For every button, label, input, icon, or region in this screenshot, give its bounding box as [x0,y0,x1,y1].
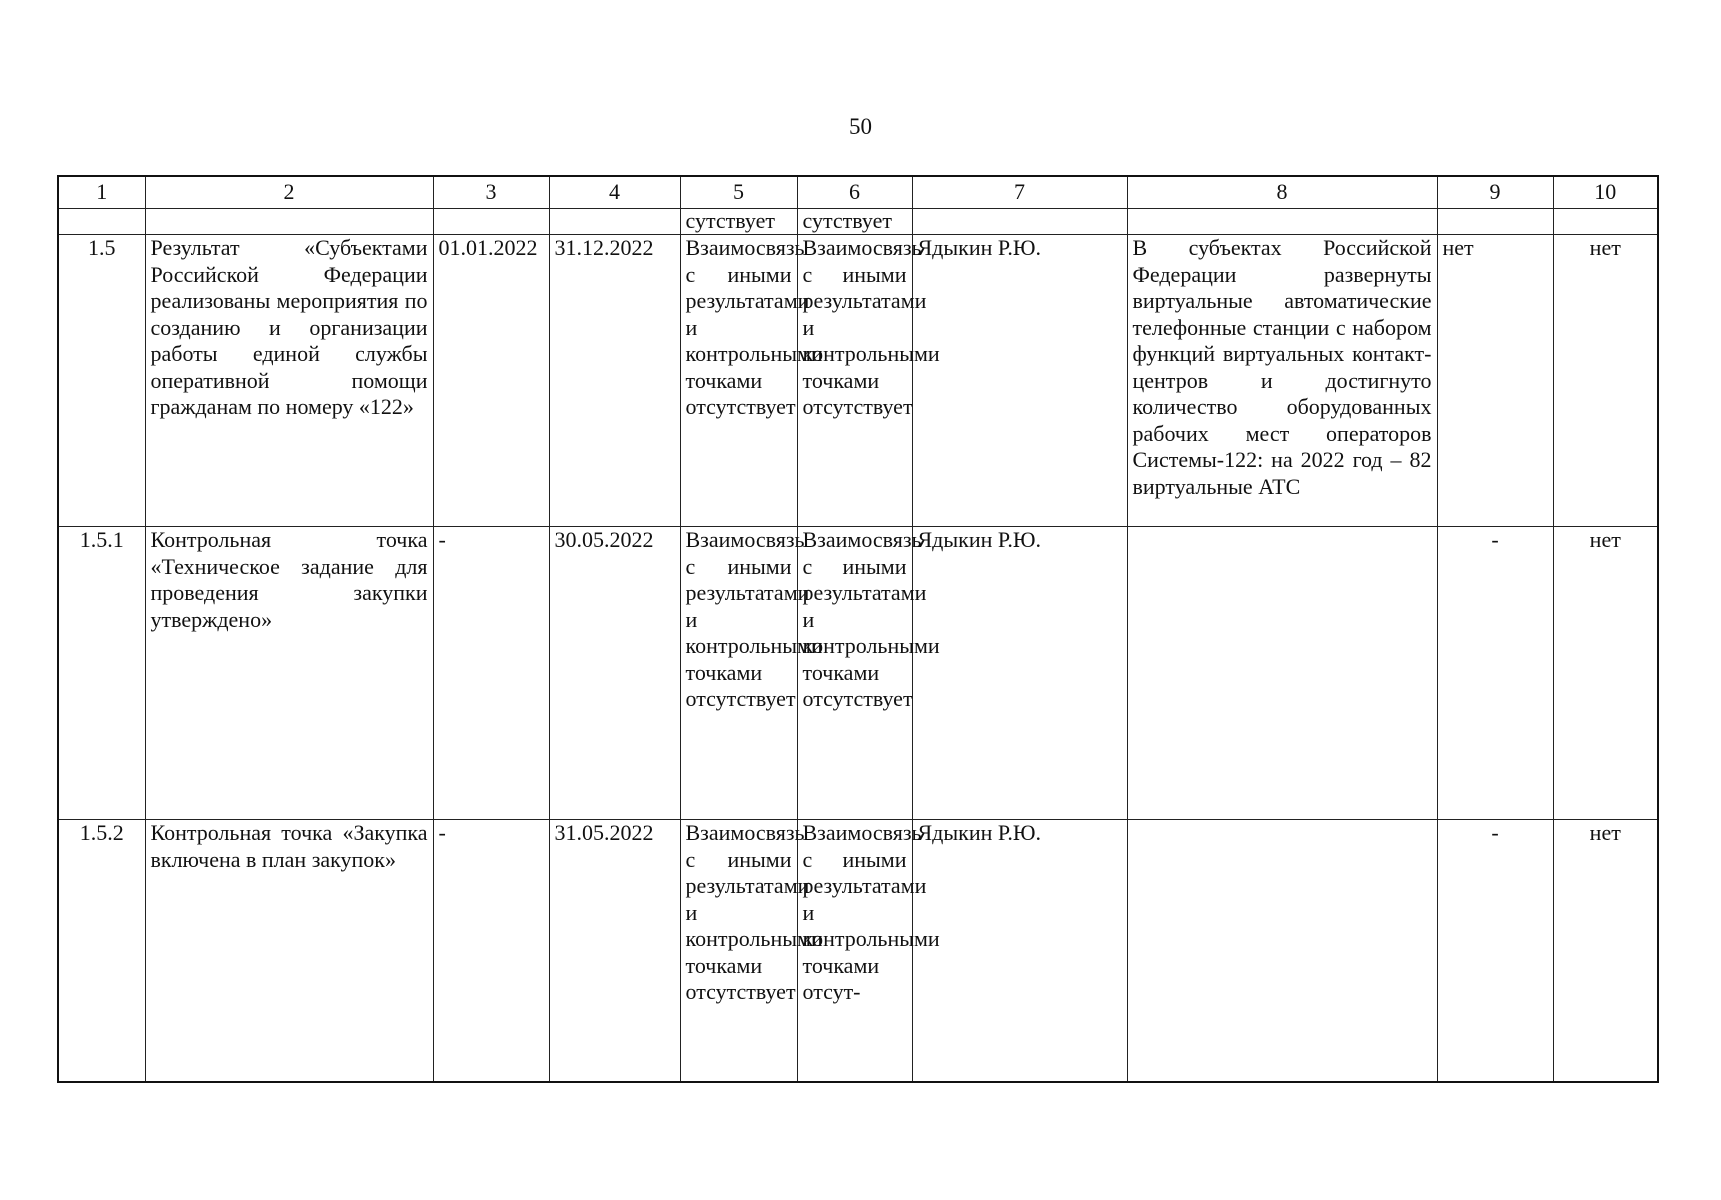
table-row [58,527,1658,820]
row-link-prev: Взаимосвязь с иными результатами и контрольными точками отсутствует [680,820,797,1083]
row-number: 1.5.1 [58,527,145,820]
data-table [57,175,1659,1083]
row-description: В субъектах Российской Федерации развернуты виртуальные автоматические телефонные станции с набором функций виртуальных контакт-центров и достигнуто количество оборудованных рабочих мест операторов Системы-122: на 2022 год – 82 виртуальные АТС [1127,235,1437,527]
row-name: Контрольная точка «Закупка включена в план закупок» [145,820,433,1083]
row-col10: нет [1553,527,1658,820]
row-link-next: Взаимосвязь с иными результатами и контрольными точками отсут- [797,820,912,1083]
row-responsible: Ядыкин Р.Ю. [912,820,1127,1083]
row-col9: - [1437,527,1553,820]
row-col9: нет [1437,235,1553,527]
column-header: 10 [1553,176,1658,209]
row-responsible: Ядыкин Р.Ю. [912,235,1127,527]
row-col10: нет [1553,820,1658,1083]
row-name: Результат «Субъектами Российской Федерации реализованы мероприятия по созданию и организации работы единой службы оперативной помощи гражданам по номеру «122» [145,235,433,527]
row-link-next: Взаимосвязь с иными результатами и контрольными точками отсутствует [797,235,912,527]
row-number: 1.5 [58,235,145,527]
row-col9: - [1437,820,1553,1083]
column-header: 2 [145,176,433,209]
row-col10: нет [1553,235,1658,527]
table-row [58,235,1658,527]
row-end-date: 31.12.2022 [549,235,680,527]
row-link-prev: Взаимосвязь с иными результатами и контрольными точками отсутствует [680,527,797,820]
row-link-prev: Взаимосвязь с иными результатами и контрольными точками отсутствует [680,235,797,527]
column-header: 9 [1437,176,1553,209]
table-row [58,820,1658,1083]
page-number: 50 [849,114,872,139]
column-header: 5 [680,176,797,209]
column-header: 7 [912,176,1127,209]
row-start-date: - [433,820,549,1083]
row-responsible: Ядыкин Р.Ю. [912,527,1127,820]
row-end-date: 31.05.2022 [549,820,680,1083]
column-header: 3 [433,176,549,209]
row-number: 1.5.2 [58,820,145,1083]
column-header: 8 [1127,176,1437,209]
row-description [1127,527,1437,820]
row-name: Контрольная точка «Техническое задание для проведения закупки утверждено» [145,527,433,820]
column-header: 6 [797,176,912,209]
row-link-next: Взаимосвязь с иными результатами и контрольными точками отсутствует [797,527,912,820]
column-header: 1 [58,176,145,209]
continuation-cell: сутствует [680,209,797,235]
row-start-date: - [433,527,549,820]
continuation-row [58,209,1658,235]
continuation-cell: сутствует [797,209,912,235]
row-end-date: 30.05.2022 [549,527,680,820]
header-row [58,176,1658,209]
row-description [1127,820,1437,1083]
column-header: 4 [549,176,680,209]
row-start-date: 01.01.2022 [433,235,549,527]
